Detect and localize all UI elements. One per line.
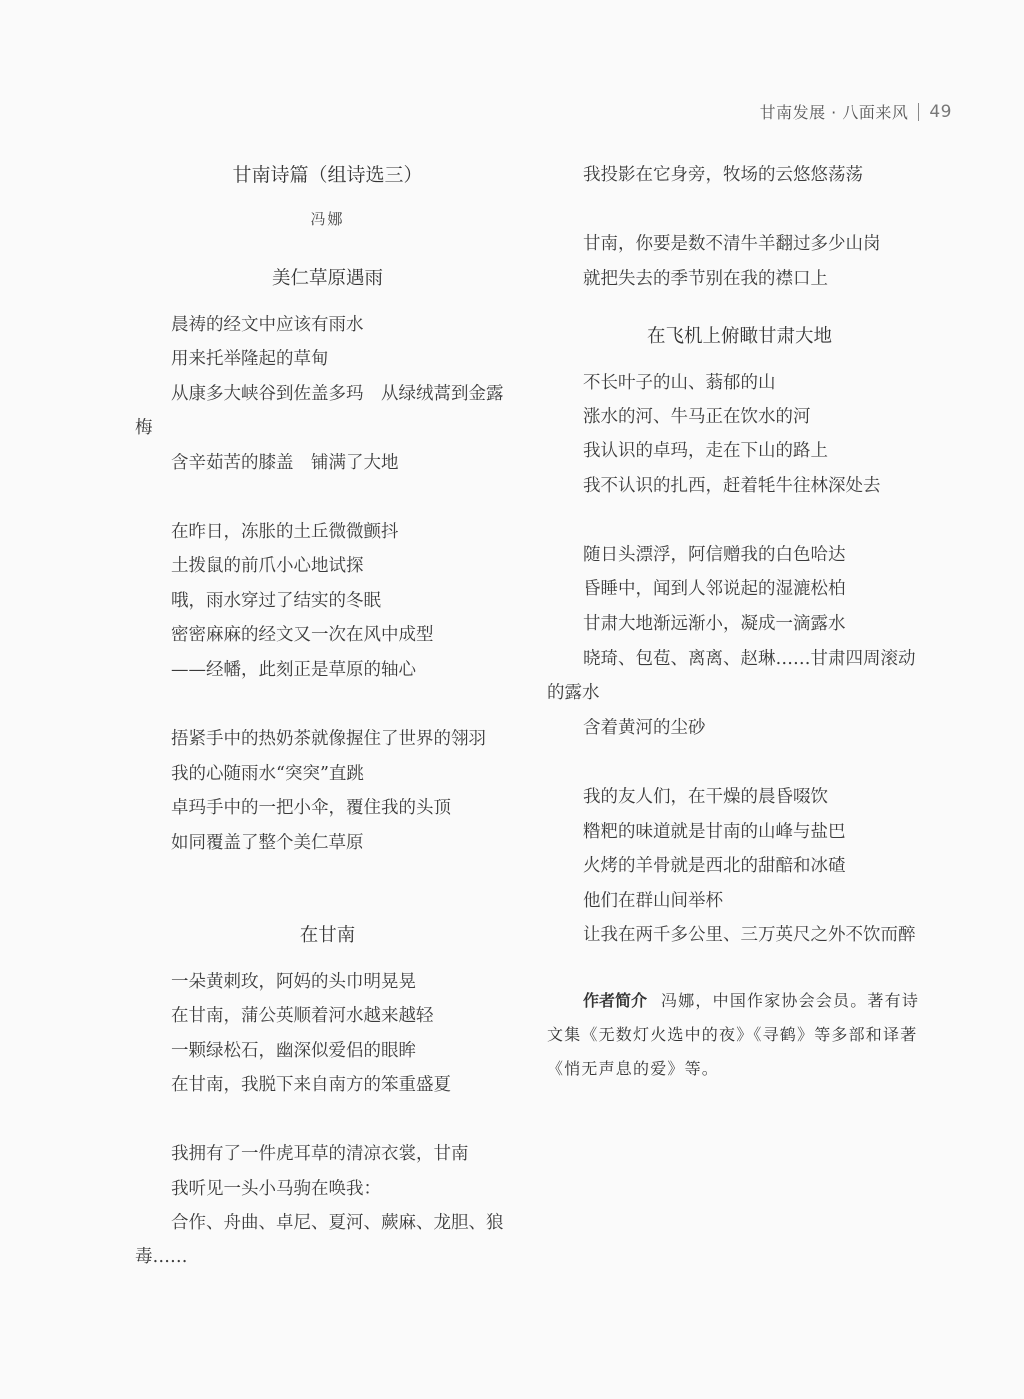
poem-line: 土拨鼠的前爪小心地试探 [171, 556, 364, 576]
page-number: 49 [929, 101, 952, 122]
poem-line: 甘肃大地渐远渐小，凝成一滴露水 [583, 614, 846, 634]
poem-line: 糌粑的味道就是甘南的山峰与盐巴 [583, 822, 846, 842]
poem-line: 含着黄河的尘砂 [583, 718, 706, 738]
poem-line: 我认识的卓玛，走在下山的路上 [583, 441, 828, 461]
poem-line: 昏睡中，闻到人邻说起的湿漉松柏 [583, 579, 846, 599]
article-title: 甘南诗篇（组诗选三） [232, 164, 423, 186]
poem-line: 在甘南，我脱下来自南方的笨重盛夏 [171, 1075, 451, 1095]
poem-line: 晨祷的经文中应该有雨水 [171, 315, 364, 335]
poem-line: 我拥有了一件虎耳草的清凉衣裳，甘南 [171, 1144, 469, 1164]
poem-line: 一颗绿松石，幽深似爱侣的眼眸 [171, 1041, 416, 1061]
author-name: 冯娜 [310, 210, 345, 228]
poem-line: 在甘南，蒲公英顺着河水越来越轻 [171, 1006, 434, 1026]
poem-line: 用来托举隆起的草甸 [171, 349, 329, 369]
poem-line: 梅 [135, 418, 153, 438]
poem-line: 一朵黄刺玫，阿妈的头巾明晃晃 [171, 972, 416, 992]
poem-line: 合作、舟曲、卓尼、夏河、蕨麻、龙胆、狼 [171, 1213, 504, 1233]
poem-title: 美仁草原遇雨 [271, 268, 383, 289]
poem-line: 毒…… [135, 1247, 188, 1267]
bio-label: 作者简介 [583, 991, 648, 1010]
poem-line: 从康多大峡谷到佐盖多玛 从绿绒蒿到金露 [171, 384, 504, 404]
poem-line: 我投影在它身旁，牧场的云悠悠荡荡 [583, 165, 863, 185]
poem-line: 不长叶子的山、蓊郁的山 [583, 373, 776, 393]
poem-line: 含辛茹苦的膝盖 铺满了大地 [171, 453, 399, 473]
poem-title: 在甘南 [299, 925, 356, 946]
section-title: 甘南发展 · 八面来风 [759, 103, 909, 122]
poem-line: 火烤的羊骨就是西北的甜醅和冰碴 [583, 856, 846, 876]
poem-line: 卓玛手中的一把小伞，覆住我的头顶 [171, 798, 451, 818]
poem-line: 我不认识的扎西，赶着牦牛往林深处去 [583, 476, 881, 496]
author-bio [547, 984, 927, 1086]
poem-line: 涨水的河、牛马正在饮水的河 [583, 407, 811, 427]
poem-line: 我的友人们，在干燥的晨昏啜饮 [583, 787, 828, 807]
poem-title: 在飞机上俯瞰甘肃大地 [646, 326, 832, 347]
header-divider [918, 103, 919, 121]
poem-line: 捂紧手中的热奶茶就像握住了世界的翎羽 [171, 729, 486, 749]
poem-line: ——经幡，此刻正是草原的轴心 [171, 660, 416, 680]
poem-line: 哦，雨水穿过了结实的冬眠 [171, 591, 381, 611]
poem-line: 就把失去的季节别在我的襟口上 [583, 269, 828, 289]
poem-line: 在昨日，冻胀的土丘微微颤抖 [171, 522, 399, 542]
bio-text: 冯娜，中国作家协会会员。著有诗文集《无数灯火选中的夜》《寻鹤》等多部和译著《悄无声息的爱》等。 [547, 991, 920, 1078]
poem-line: 甘南，你要是数不清牛羊翻过多少山岗 [583, 234, 881, 254]
poem-line: 的露水 [547, 683, 600, 703]
poem-line: 我的心随雨水“突突”直跳 [171, 764, 364, 784]
poem-line: 如同覆盖了整个美仁草原 [171, 833, 364, 853]
poem-line: 晓琦、包苞、离离、赵琳……甘肃四周滚动 [583, 649, 916, 669]
poem-line: 他们在群山间举杯 [583, 891, 723, 911]
running-head [760, 100, 952, 123]
poem-line: 让我在两千多公里、三万英尺之外不饮而醉 [583, 925, 916, 945]
poem-line: 密密麻麻的经文又一次在风中成型 [171, 625, 434, 645]
poem-line: 随日头漂浮，阿信赠我的白色哈达 [583, 545, 846, 565]
poem-line: 我听见一头小马驹在唤我： [171, 1179, 381, 1199]
